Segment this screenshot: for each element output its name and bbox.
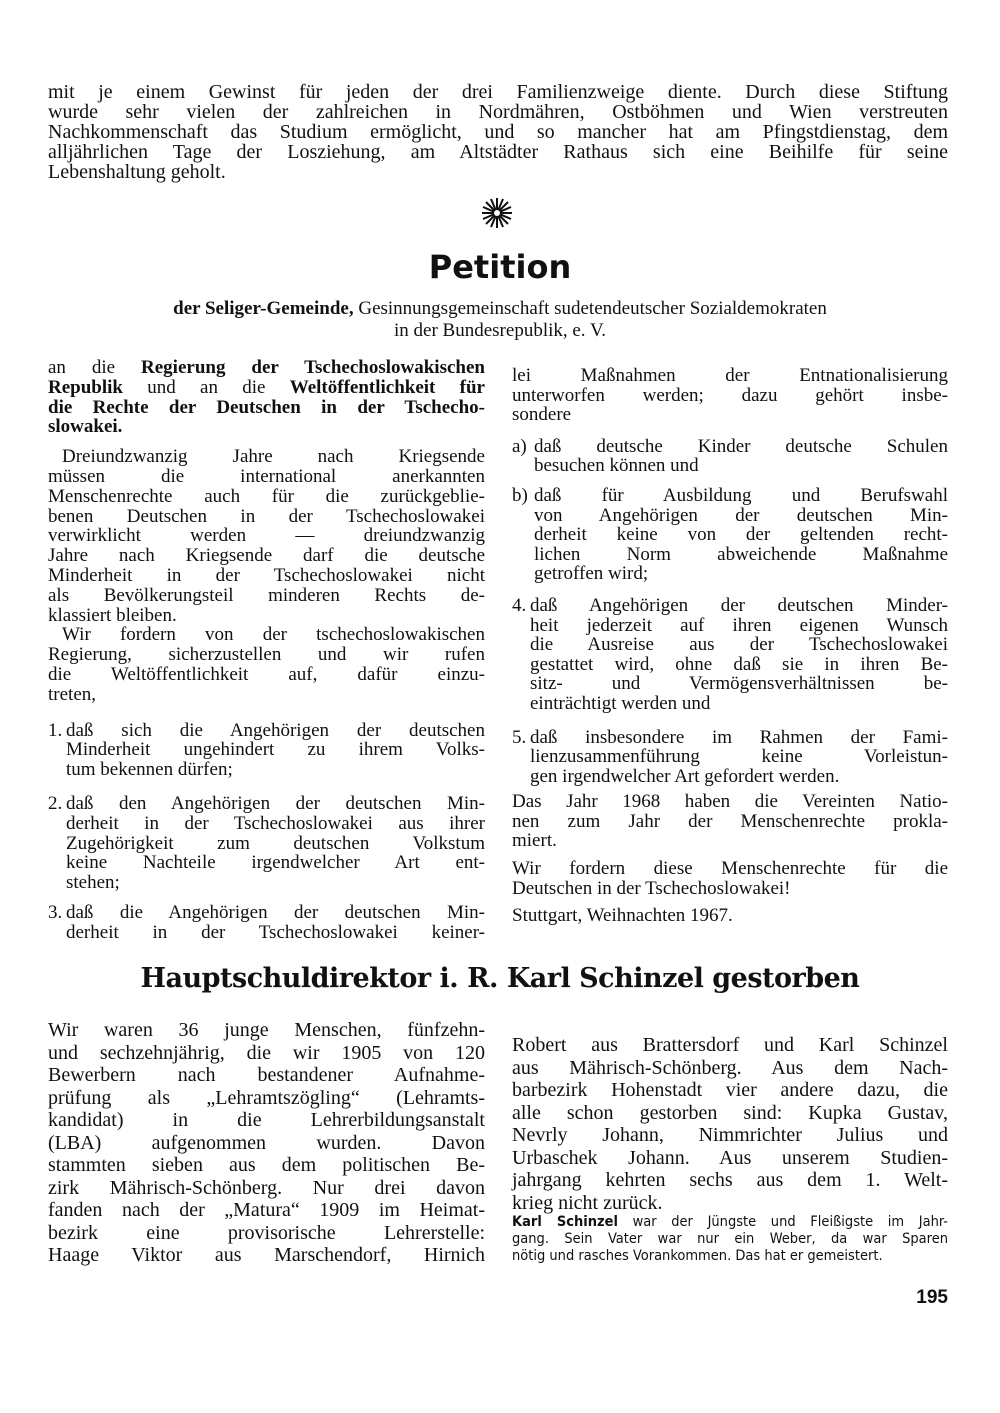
bold-text: Republik (48, 376, 123, 398)
text-line: daß für Ausbildung und Berufswahl (534, 484, 948, 506)
petition-right-column (512, 366, 948, 926)
text-line: alljährlichen Tage der Losziehung, am Altstädter Rathaus sich eine Beihilfe für seine (48, 141, 948, 163)
text-line (48, 358, 485, 378)
paragraph (512, 859, 948, 898)
text-line: daß insbesondere im Rahmen der Fami- (530, 726, 948, 748)
list-item (48, 721, 485, 780)
text-line: klassiert bleiben. (48, 604, 177, 626)
text-line: daß die Angehörigen der deutschen Min- (66, 901, 485, 923)
petition-title: Petition (428, 248, 572, 286)
list-item-text (66, 903, 485, 943)
list-item (512, 728, 948, 787)
text-line: alle schon gestorben sind: Kupka Gustav, (512, 1101, 948, 1124)
text-line: Urbaschek Johann. Aus unserem Studien- (512, 1146, 948, 1169)
list-item (512, 486, 948, 584)
obituary-right-column (512, 1034, 948, 1214)
text-line: zirk Mährisch-Schönberg. Nur drei davon (48, 1176, 485, 1199)
text-line: unterworfen werden; dazu gehört insbe- (512, 384, 948, 406)
list-item (512, 596, 948, 714)
intro-paragraph (48, 82, 948, 182)
text-line: müssen die international anerkannten (48, 465, 485, 487)
text-line: prüfung als „Lehramtszögling“ (Lehramts- (48, 1086, 485, 1109)
text-line: derheit in der Tschechoslowakei keiner- (66, 921, 485, 943)
text-line (48, 398, 485, 418)
text-line: Jahre nach Kriegsende darf die deutsche (48, 545, 485, 567)
text-line: und sechzehnjährig, die wir 1905 von 120 (48, 1041, 485, 1064)
paragraph (512, 792, 948, 851)
paragraph (512, 366, 948, 425)
text-line: sitz- und Vermögensverhältnissen be- (530, 673, 948, 695)
text-line: als Bevölkerungsteil minderen Rechts de- (48, 584, 485, 606)
text-line: mit je einem Gewinst für jeden der drei Familienzweige diente. Durch diese Stiftung (48, 81, 948, 103)
text-line: jahrgang kehrten sechs aus dem 1. Welt- (512, 1169, 948, 1191)
text-line (48, 417, 485, 437)
bold-text: Regierung der Tschechoslowakischen (141, 357, 485, 378)
text-line: daß deutsche Kinder deutsche Schulen (534, 435, 948, 457)
paragraph (48, 625, 485, 704)
text-line: tum bekennen dürfen; (66, 759, 233, 781)
text-line: Wir fordern diese Menschenrechte für die (512, 858, 948, 880)
list-item (48, 794, 485, 893)
organization-location: in der Bundesrepublik, e. V. (394, 320, 606, 341)
text-line: benen Deutschen in der Tschechoslowakei (48, 505, 485, 527)
text-line: heit jederzeit auf ihren eigenen Wunsch (530, 614, 948, 636)
organization-description: Gesinnungsgemeinschaft sudetendeutscher Sozialdemokraten (358, 298, 827, 319)
text-line: lichen Norm abweichende Maßnahme (534, 543, 948, 565)
text-line: stammten sieben aus dem politischen Be- (48, 1154, 485, 1176)
text-line: Robert aus Brattersdorf und Karl Schinzel (512, 1034, 948, 1056)
text-line: bezirk eine provisorische Lehrerstelle: (48, 1221, 485, 1244)
text-line: einträchtigt werden und (530, 692, 711, 714)
list-item-marker: 3. (48, 901, 63, 923)
list-item-marker: a) (512, 435, 527, 457)
list-item-marker: 2. (48, 792, 63, 814)
text-line: kandidat) in die Lehrerbildungsanstalt (48, 1109, 485, 1131)
text-line: wurde sehr vielen der zahlreichen in Nordmähren, Ostböhmen und Wien verstreuten (48, 101, 948, 123)
text-line: daß den Angehörigen der deutschen Min- (66, 792, 485, 814)
text-line: besuchen können und (534, 455, 699, 477)
text-run: an die (48, 357, 142, 378)
text-line: krieg nicht zurück. (512, 1191, 663, 1214)
obituary-title: Hauptschuldirektor i. R. Karl Schinzel gestorben (140, 963, 860, 994)
list-item-marker: b) (512, 484, 528, 506)
petition-subtitle (60, 298, 940, 342)
list-item-marker: 4. (512, 594, 527, 616)
bold-text: slowakei. (48, 416, 123, 438)
text-line: fanden nach der „Matura“ 1909 im Heimat- (48, 1199, 485, 1221)
bold-text: die Rechte der Deutschen in der Tschecho- (48, 396, 485, 418)
obituary-left-column (48, 1019, 485, 1267)
photo-caption (512, 1214, 948, 1265)
text-line: derheit keine von der geltenden recht- (534, 524, 948, 546)
list-item-text (66, 794, 485, 893)
paragraph (48, 1019, 485, 1267)
text-line: Minderheit ungehindert zu ihrem Volks- (66, 739, 485, 761)
text-line: Regierung, sicherzustellen und wir rufen (48, 644, 485, 666)
list-item-text (534, 437, 948, 476)
list-item-marker: 5. (512, 726, 527, 748)
text-line: Das Jahr 1968 haben die Vereinten Natio- (512, 791, 948, 813)
text-line: derheit in der Tschechoslowakei aus ihrer (66, 812, 485, 834)
text-line: Wir fordern von der tschechoslowakischen (62, 624, 485, 646)
text-line (48, 378, 485, 398)
text-run: und an die (122, 376, 290, 398)
text-line: Stuttgart, Weihnachten 1967. (512, 905, 733, 927)
text-line (512, 1214, 948, 1231)
page-number: 195 (916, 1287, 948, 1308)
list-item-text (66, 721, 485, 780)
list-item (48, 903, 485, 943)
text-line: Nachkommenschaft das Studium ermöglicht, und so mancher hat am Pfingstdienstag, dem (48, 121, 948, 143)
text-line: stehen; (66, 872, 120, 894)
text-line: gen irgendwelcher Art gefordert werden. (530, 765, 840, 787)
paragraph (512, 1214, 948, 1265)
text-line: Nevrly Johann, Nimmrichter Julius und (512, 1124, 948, 1146)
list-item-marker: 1. (48, 719, 63, 741)
text-line: treten, (48, 683, 97, 705)
text-line: die Weltöffentlichkeit auf, dafür einzu- (48, 663, 485, 685)
list-item-text (530, 596, 948, 714)
text-line: daß Angehörigen der deutschen Minder- (530, 594, 948, 616)
list-item-text (530, 728, 948, 787)
text-line: lienzusammenführung keine Vorleistun- (530, 746, 948, 768)
text-line: die Ausreise aus der Tschechoslowakei (530, 634, 948, 656)
text-line: Minderheit in der Tschechoslowakei nicht (48, 564, 485, 586)
text-line: von Angehörigen der deutschen Min- (534, 504, 948, 526)
petition-left-column (48, 358, 485, 943)
text-line: daß sich die Angehörigen der deutschen (66, 719, 485, 741)
text-line: miert. (512, 830, 557, 852)
text-line: sondere (512, 404, 572, 426)
paragraph (512, 906, 948, 926)
text-line: gang. Sein Vater war nur ein Weber, da war Sparen (512, 1231, 948, 1247)
bold-text: Karl Schinzel (512, 1214, 618, 1230)
text-line: (LBA) aufgenommen wurden. Davon (48, 1131, 485, 1154)
text-line: Bewerbern nach bestandener Aufnahme- (48, 1064, 485, 1086)
text-line: lei Maßnahmen der Entnationalisierung (512, 365, 948, 386)
text-line: Menschenrechte auch für die zurückgeblie- (48, 485, 485, 507)
text-line: Haage Viktor aus Marschendorf, Hirnich (48, 1244, 485, 1266)
paragraph (48, 447, 485, 625)
list-item-text (534, 486, 948, 584)
text-line: aus Mährisch-Schönberg. Aus dem Nach- (512, 1056, 948, 1079)
text-line: getroffen wird; (534, 563, 649, 585)
text-line: nötig und rasches Vorankommen. Das hat er gemeistert. (512, 1248, 883, 1264)
text-line: Wir waren 36 junge Menschen, fünfzehn- (48, 1019, 485, 1041)
list-item (512, 437, 948, 476)
asterisk-divider-icon (480, 196, 514, 230)
paragraph (512, 1034, 948, 1214)
text-line: Zugehörigkeit zum deutschen Volkstum (66, 832, 485, 854)
text-line: gestattet wird, ohne daß sie in ihren Be- (530, 653, 948, 675)
text-line: keine Nachteile irgendwelcher Art ent- (66, 852, 485, 874)
text-line: Deutschen in der Tschechoslowakei! (512, 877, 791, 899)
text-line: barbezirk Hohenstadt vier andere dazu, die (512, 1079, 948, 1101)
organization-name: der Seliger-Gemeinde, (173, 298, 354, 319)
text-run: war der Jüngste und Fleißigste im Jahr- (617, 1214, 948, 1230)
text-line: verwirklicht werden — dreiundzwanzig (48, 525, 485, 547)
text-line: Lebenshaltung geholt. (48, 161, 226, 183)
paragraph (48, 358, 485, 437)
bold-text: Weltöffentlichkeit für (289, 376, 485, 398)
text-line: nen zum Jahr der Menschenrechte prokla- (512, 810, 948, 832)
text-line: Dreiundzwanzig Jahre nach Kriegsende (62, 446, 485, 468)
